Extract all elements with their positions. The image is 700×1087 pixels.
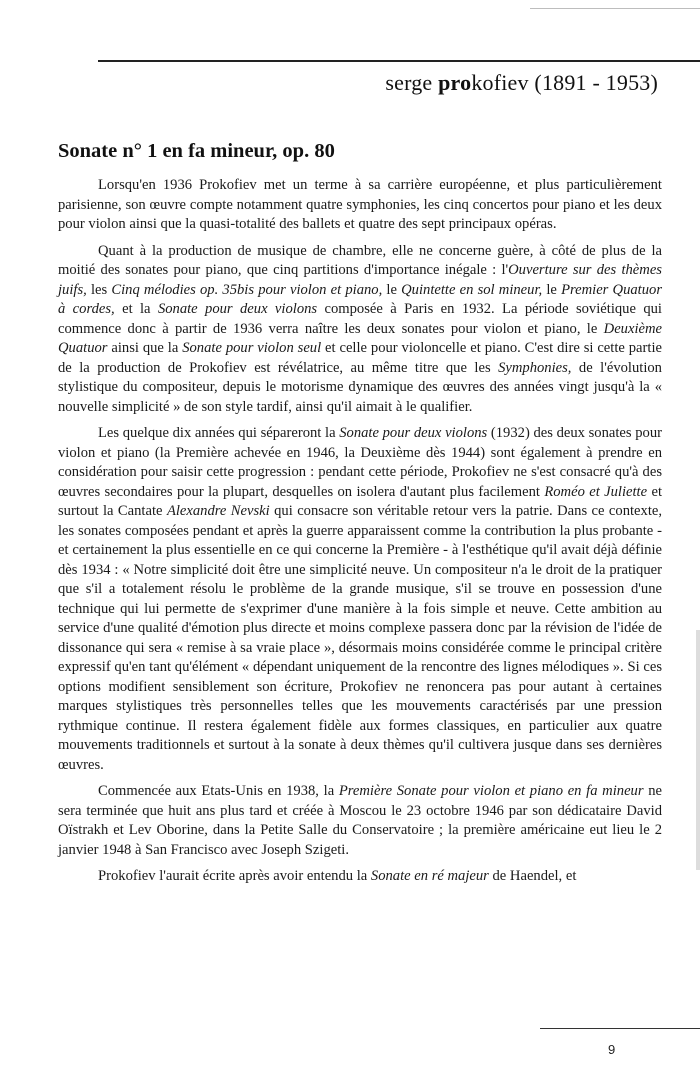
italic-title-run: Deuxième Quatuor (58, 320, 662, 356)
paragraph (58, 176, 662, 235)
body-text (58, 176, 662, 894)
text-run: de Haendel, et (488, 868, 577, 884)
italic-title-run: Sonate en ré majeur (370, 868, 489, 884)
text-run: Prokofiev l'aurait écrite après avoir entendu la (98, 868, 371, 884)
text-run: Les quelque dix années qui sépareront la (98, 425, 340, 441)
text-run: le (542, 281, 562, 298)
paragraph (58, 424, 662, 775)
footer-rule (540, 1028, 700, 1029)
text-run: et celle pour violoncelle et piano. C'est dire si cette partie de la production de Prokofiev est révélatrice, au même titre que les (58, 340, 662, 376)
text-run: et surtout la Cantate (58, 483, 662, 519)
text-run: Lorsqu'en 1936 Prokofiev met un terme à sa carrière européenne, et plus particulièrement parisienne, son œuvre compte notamment quatre symphonies, les cinq concertos pour piano et les deux pour violon ainsi que la quasi-totalité des ballets et quatre des sept principaux opéras. (58, 177, 662, 232)
italic-title-run: Symphonies, (498, 359, 572, 376)
text-run: et la (114, 301, 158, 317)
italic-title-run: Ouverture sur des thèmes juifs, (58, 262, 662, 298)
header-rule (98, 60, 700, 62)
text-run: (1932) des deux sonates pour violon et piano (la Première achevée en 1946, la Deuxième dès 1944) sont également à prendre en considération pour saisir cette progression : pendant cette période, Prokofiev ne s'est consacré qu'à des œuvres secondaires pour la plupart, desquelles on isolera d'autant plus facilement (58, 425, 662, 500)
text-run: de l'évolution stylistique du compositeur, depuis le motorisme dynamique des œuvres des années vingt jusqu'à la « nouvelle simplicité » de son style tardif, ainsi qu'il aimait à le qualifier. (58, 359, 662, 415)
text-run: qui consacre son véritable retour vers la patrie. Dans ce contexte, les sonates composées pendant et après la guerre apparaissent comme la contribution la plus probante - et certainement la plus essentielle en ce qui concerne la Première - à l'esthétique qu'il avait déjà définie dès 1934 : « Notre simplicité doit être une simplicité neuve. Un compositeur n'a le droit de la pratiquer que s'il a totalement résolu le problème de la grande musique, s'il se trouve en possession d'une technique qui lui permette de s'exprimer d'une manière à la fois simple et neuve. Cette ambition au service d'une qualité d'émotion plus directe et moins complexe passera donc par la révision de l'idée de dissonance qui sera « remise à sa vraie place », désormais moins considérée comme le principal critère expressif qu'en tant qu'élément « dépendant uniquement de la rencontre des lignes mélodiques ». Si ces options modifient sensiblement son écriture, Prokofiev ne renoncera pas pour autant à certaines marques stylistiques très personnelles telles que les mouvements caractérisés par une pression rythmique continue. Il restera également fidèle aux formes classiques, en particulier aux quatre mouvements traditionnels et surtout à la sonate à deux thèmes qu'il cultivera jusque dans ses dernières œuvres. (58, 503, 663, 773)
text-run: le (382, 281, 402, 298)
italic-title-run: Sonate pour violon seul (182, 340, 322, 356)
italic-title-run: Premier Quatuor à cordes, (58, 281, 662, 317)
italic-title-run: Quintette en sol mineur, (401, 281, 543, 298)
paragraph (58, 867, 662, 887)
text-run: composée à Paris en 1932. La période soviétique qui commence donc à partir de 1936 verra naître les deux sonates pour violon et piano, le (58, 301, 662, 337)
composer-heading (385, 70, 658, 96)
paragraph (58, 782, 662, 860)
paragraph (58, 242, 662, 418)
top-edge-rule (530, 8, 700, 9)
page-edge-shadow (696, 630, 700, 870)
text-run: ainsi que la (107, 340, 183, 356)
text-run: ne sera terminée que huit ans plus tard et créée à Moscou le 23 octobre 1946 par son dédicataire David Oïstrakh et Lev Oborine, dans la Petite Salle du Conservatoire ; la première américaine eut lieu le 2 janvier 1948 à San Francisco avec Joseph Szigeti. (58, 783, 663, 858)
composer-name-bold: pro (438, 70, 472, 95)
page-title: Sonate n° 1 en fa mineur, op. 80 (58, 140, 335, 162)
page-number: 9 (608, 1042, 616, 1057)
italic-title-run: Sonate pour deux violons (157, 301, 318, 317)
composer-name-part1: serge (385, 70, 439, 95)
italic-title-run: Roméo et Juliette (544, 483, 648, 500)
text-run: Quant à la production de musique de chambre, elle ne concerne guère, à côté de plus de la moitié des sonates pour piano, que cinq partitions d'importance inégale : l' (58, 242, 662, 278)
composer-name-part2: kofiev (1891 - 1953) (471, 70, 658, 95)
italic-title-run: Première Sonate pour violon et piano en fa mineur (338, 783, 644, 799)
text-run: les (86, 281, 112, 298)
italic-title-run: Cinq mélodies op. 35bis pour violon et piano, (111, 281, 383, 298)
text-run: Commencée aux Etats-Unis en 1938, la (98, 783, 339, 799)
italic-title-run: Alexandre Nevski (166, 503, 270, 519)
italic-title-run: Sonate pour deux violons (339, 425, 488, 441)
